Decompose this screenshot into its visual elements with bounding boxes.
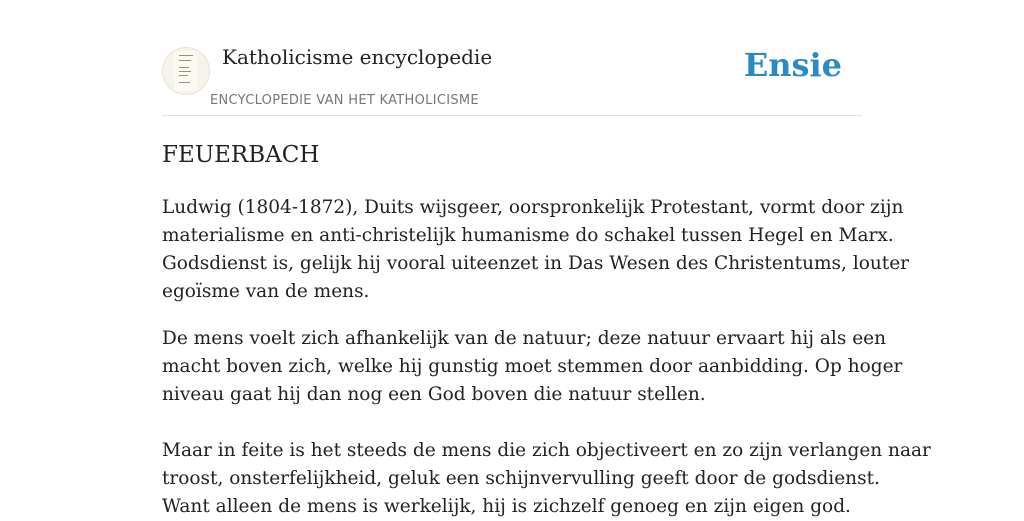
encyclopedia-subtitle: ENCYCLOPEDIE VAN HET KATHOLICISME [210, 93, 479, 108]
encyclopedia-title[interactable]: Katholicisme encyclopedie [222, 45, 493, 69]
article-headword: FEUERBACH [162, 142, 320, 168]
book-cover-icon[interactable] [162, 47, 210, 95]
paragraph-line: Ludwig (1804-1872), Duits wijsgeer, oorspronkelijk Protestant, vormt door zijn [162, 196, 904, 218]
page [162, 0, 931, 521]
article-paragraph [162, 325, 903, 409]
article-paragraph [162, 194, 910, 306]
encyclopedia-header [162, 0, 862, 116]
article-body [162, 194, 931, 521]
paragraph-line: Maar in feite is het steeds de mens die zich objectiveert en zo zijn verlangen naar [162, 439, 931, 461]
paragraph-line: niveau gaat hij dan nog een God boven die natuur stellen. [162, 383, 706, 405]
paragraph-line: Godsdienst is, gelijk hij vooral uiteenzet in Das Wesen des Christentums, louter [162, 252, 910, 274]
paragraph-line: troost, onsterfelijkheid, geluk een schijnvervulling geeft door de godsdienst. [162, 467, 880, 489]
paragraph-line: materialisme en anti-christelijk humanisme do schakel tussen Hegel en Marx. [162, 224, 894, 246]
paragraph-line: macht boven zich, welke hij gunstig moet stemmen door aanbidding. Op hoger [162, 355, 903, 377]
book-cover-thumbnail [174, 51, 198, 91]
paragraph-line: Want alleen de mens is werkelijk, hij is zichzelf genoeg en zijn eigen god. [162, 495, 851, 517]
article-paragraph [162, 437, 931, 521]
paragraph-line: De mens voelt zich afhankelijk van de natuur; deze natuur ervaart hij als een [162, 327, 887, 349]
paragraph-line: egoïsme van de mens. [162, 280, 370, 302]
ensie-logo-link[interactable]: Ensie [743, 46, 842, 84]
